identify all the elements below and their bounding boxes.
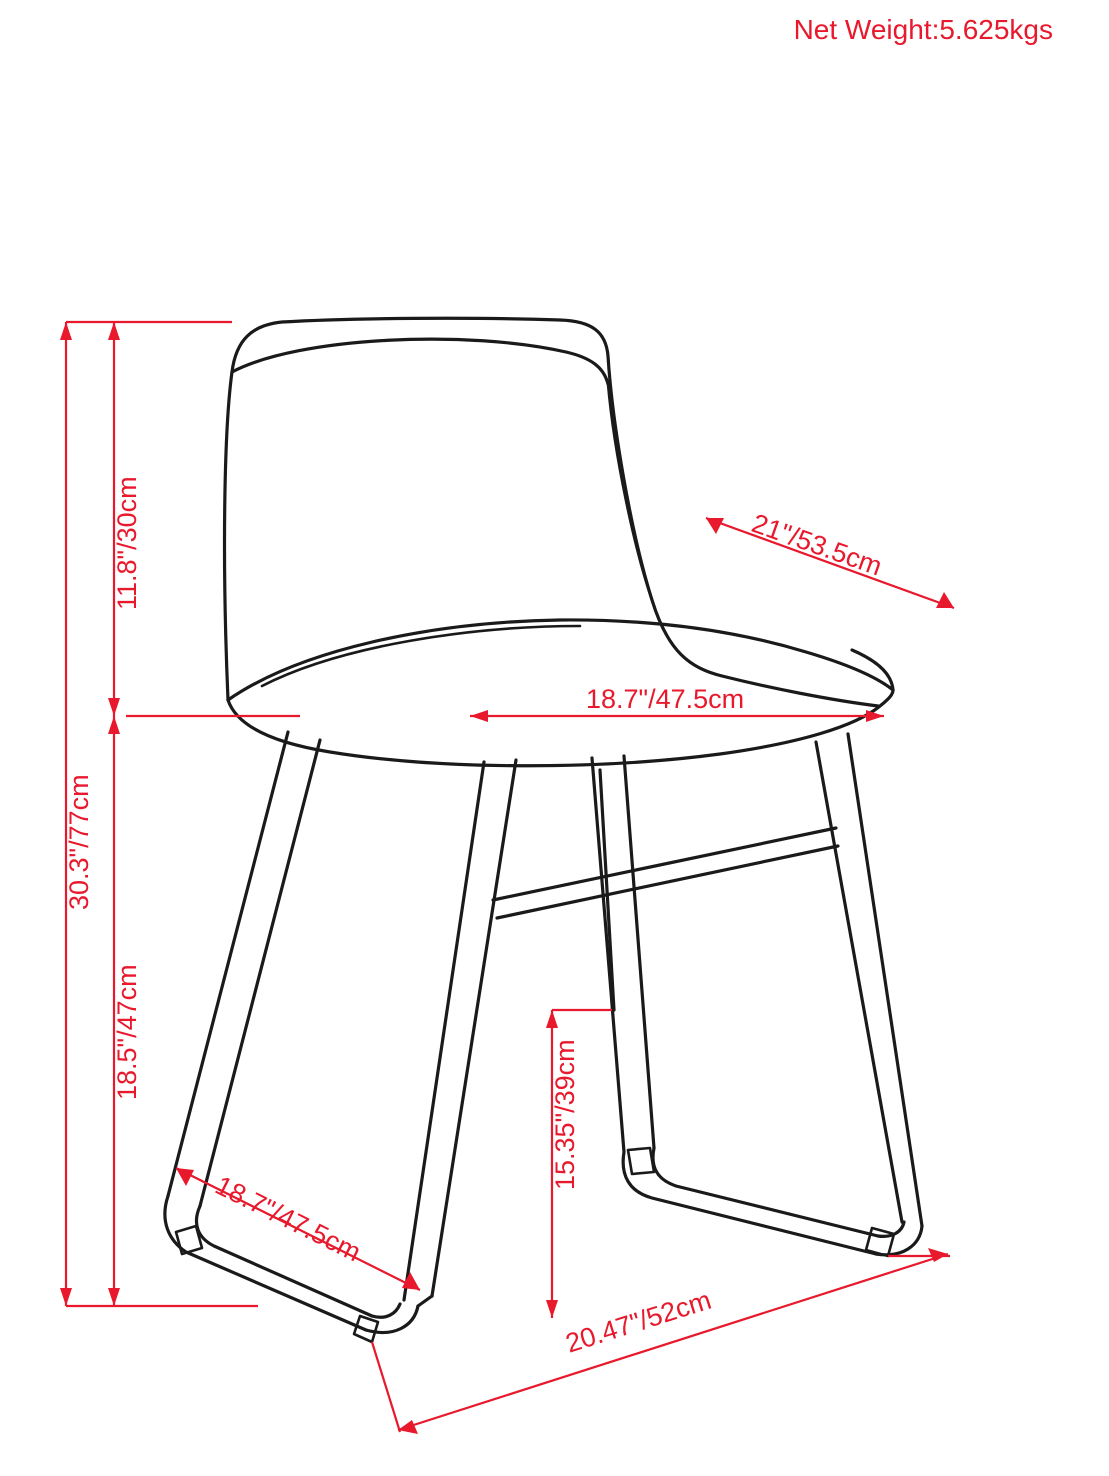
dimension-base-depth-label: 20.47"/52cm [562,1284,715,1359]
dimension-base-width-label: 18.7"/47.5cm [210,1170,366,1268]
net-weight-label: Net Weight:5.625kgs [793,14,1053,45]
dimension-back-height-label: 11.8"/30cm [112,476,142,610]
dimension-seat-width-label: 18.7"/47.5cm [586,684,745,714]
dimension-seat-depth-label: 21"/53.5cm [747,508,886,582]
dimension-seat-height-label: 18.5"/47cm [112,964,142,1100]
dimension-footrest-height-label: 15.35"/39cm [550,1039,580,1190]
dimension-total-height-label: 30.3"/77cm [64,774,94,910]
